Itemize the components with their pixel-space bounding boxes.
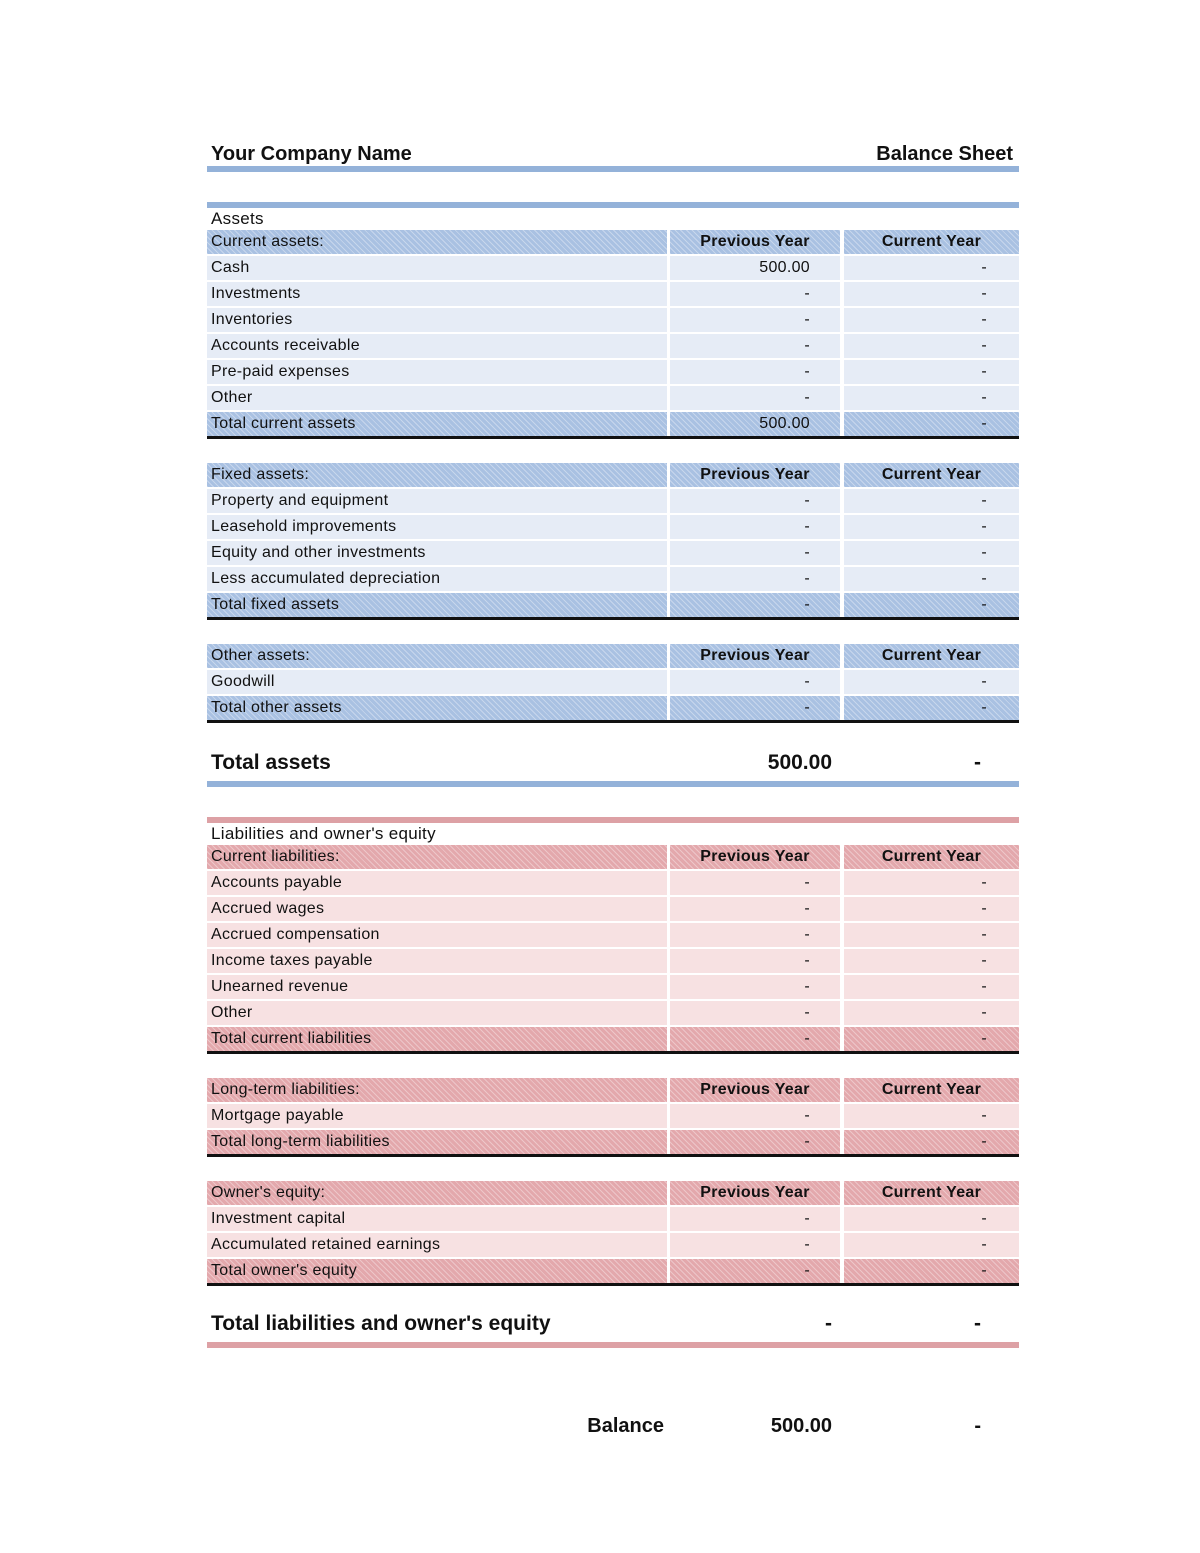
previous-year-value[interactable]: - (670, 541, 840, 565)
other-assets-group (207, 644, 1019, 723)
table-row (207, 360, 1019, 386)
total-label[interactable]: Total owner's equity (207, 1259, 667, 1283)
previous-year-value[interactable]: - (670, 308, 840, 332)
current-year-value[interactable]: - (844, 949, 1019, 973)
table-row (207, 975, 1019, 1001)
current-year-value[interactable]: - (844, 489, 1019, 513)
group-label: Current liabilities: (207, 845, 667, 869)
total-liabilities-equity-previous[interactable]: - (825, 1312, 832, 1335)
current-year-value[interactable]: - (844, 386, 1019, 410)
current-year-value[interactable]: - (844, 308, 1019, 332)
group-label: Current assets: (207, 230, 667, 254)
row-label[interactable]: Mortgage payable (207, 1104, 667, 1128)
previous-year-value[interactable]: - (670, 1104, 840, 1128)
row-label[interactable]: Other (207, 1001, 667, 1025)
assets-title: Assets (211, 209, 264, 228)
total-assets-previous[interactable]: 500.00 (767, 751, 832, 774)
current-year-total[interactable]: - (844, 412, 1019, 436)
previous-year-total[interactable]: 500.00 (670, 412, 840, 436)
previous-year-value[interactable]: - (670, 386, 840, 410)
previous-year-value[interactable]: - (670, 1233, 840, 1257)
current-year-value[interactable]: - (844, 923, 1019, 947)
current-year-total[interactable]: - (844, 1027, 1019, 1051)
row-label[interactable]: Less accumulated depreciation (207, 567, 667, 591)
table-row (207, 541, 1019, 567)
group-label: Long-term liabilities: (207, 1078, 667, 1102)
previous-year-value[interactable]: - (670, 949, 840, 973)
current-year-value[interactable]: - (844, 334, 1019, 358)
previous-year-value[interactable]: - (670, 871, 840, 895)
previous-year-header: Previous Year (670, 644, 840, 668)
current-year-total[interactable]: - (844, 593, 1019, 617)
owners-equity-group (207, 1181, 1019, 1286)
table-row (207, 1001, 1019, 1027)
table-row (207, 949, 1019, 975)
previous-year-value[interactable]: - (670, 670, 840, 694)
previous-year-header: Previous Year (670, 845, 840, 869)
balance-sheet (207, 130, 1019, 1348)
current-year-value[interactable]: - (844, 282, 1019, 306)
row-label[interactable]: Accounts payable (207, 871, 667, 895)
total-assets-current[interactable]: - (974, 751, 981, 774)
table-row (207, 256, 1019, 282)
row-label[interactable]: Cash (207, 256, 667, 280)
assets-section (207, 202, 1019, 787)
balance-current[interactable]: - (974, 1414, 981, 1437)
row-label[interactable]: Goodwill (207, 670, 667, 694)
previous-year-value[interactable]: - (670, 1207, 840, 1231)
previous-year-value[interactable]: - (670, 282, 840, 306)
row-label[interactable]: Inventories (207, 308, 667, 332)
table-row (207, 282, 1019, 308)
current-liabilities-group (207, 845, 1019, 1054)
current-year-value[interactable]: - (844, 360, 1019, 384)
previous-year-value[interactable]: - (670, 489, 840, 513)
total-liabilities-equity-current[interactable]: - (974, 1312, 981, 1335)
table-row (207, 386, 1019, 412)
company-name[interactable]: Your Company Name (211, 143, 412, 165)
table-row (207, 334, 1019, 360)
table-row (207, 515, 1019, 541)
total-row (207, 1027, 1019, 1054)
current-year-value[interactable]: - (844, 1207, 1019, 1231)
total-liabilities-equity-row (207, 1306, 1019, 1342)
current-year-header: Current Year (844, 230, 1019, 254)
current-year-value[interactable]: - (844, 1001, 1019, 1025)
fixed-assets-header (207, 463, 1019, 489)
document-header (207, 130, 1019, 166)
previous-year-value[interactable]: - (670, 360, 840, 384)
row-label[interactable]: Unearned revenue (207, 975, 667, 999)
total-label[interactable]: Total other assets (207, 696, 667, 720)
previous-year-value[interactable]: - (670, 334, 840, 358)
table-row (207, 1207, 1019, 1233)
group-label: Owner's equity: (207, 1181, 667, 1205)
row-label[interactable]: Accrued wages (207, 897, 667, 921)
liabilities-section (207, 817, 1019, 1348)
fixed-assets-group (207, 463, 1019, 620)
liabilities-title: Liabilities and owner's equity (211, 824, 436, 843)
row-label[interactable]: Pre-paid expenses (207, 360, 667, 384)
current-year-header: Current Year (844, 845, 1019, 869)
total-assets-label: Total assets (211, 751, 331, 774)
previous-year-header: Previous Year (670, 1181, 840, 1205)
current-year-value[interactable]: - (844, 670, 1019, 694)
previous-year-header: Previous Year (670, 1078, 840, 1102)
row-label[interactable]: Other (207, 386, 667, 410)
current-year-value[interactable]: - (844, 567, 1019, 591)
table-row (207, 308, 1019, 334)
table-row (207, 489, 1019, 515)
previous-year-value[interactable]: - (670, 515, 840, 539)
row-label[interactable]: Accrued compensation (207, 923, 667, 947)
current-year-total[interactable]: - (844, 696, 1019, 720)
previous-year-value[interactable]: - (670, 923, 840, 947)
previous-year-value[interactable]: - (670, 567, 840, 591)
total-label[interactable]: Total fixed assets (207, 593, 667, 617)
row-label[interactable]: Equity and other investments (207, 541, 667, 565)
table-row (207, 670, 1019, 696)
previous-year-total[interactable]: - (670, 696, 840, 720)
long-term-liabilities-header (207, 1078, 1019, 1104)
table-row (207, 1233, 1019, 1259)
balance-label: Balance (587, 1414, 664, 1437)
previous-year-header: Previous Year (670, 463, 840, 487)
table-row (207, 897, 1019, 923)
total-row (207, 412, 1019, 439)
previous-year-total[interactable]: - (670, 593, 840, 617)
table-row (207, 871, 1019, 897)
row-label[interactable]: Investment capital (207, 1207, 667, 1231)
balance-previous[interactable]: 500.00 (770, 1414, 832, 1437)
row-label[interactable]: Leasehold improvements (207, 515, 667, 539)
current-year-value[interactable]: - (844, 256, 1019, 280)
long-term-liabilities-group (207, 1078, 1019, 1157)
row-label[interactable]: Investments (207, 282, 667, 306)
current-year-total[interactable]: - (844, 1130, 1019, 1154)
previous-year-value[interactable]: - (670, 975, 840, 999)
current-year-value[interactable]: - (844, 871, 1019, 895)
current-year-value[interactable]: - (844, 897, 1019, 921)
current-year-value[interactable]: - (844, 515, 1019, 539)
previous-year-value[interactable]: 500.00 (670, 256, 840, 280)
current-year-value[interactable]: - (844, 975, 1019, 999)
previous-year-value[interactable]: - (670, 897, 840, 921)
group-label: Other assets: (207, 644, 667, 668)
row-label[interactable]: Property and equipment (207, 489, 667, 513)
previous-year-value[interactable]: - (670, 1001, 840, 1025)
row-label[interactable]: Accumulated retained earnings (207, 1233, 667, 1257)
total-liabilities-rule (207, 1342, 1019, 1348)
previous-year-total[interactable]: - (670, 1130, 840, 1154)
total-assets-row (207, 745, 1019, 781)
total-liabilities-equity-label: Total liabilities and owner's equity (211, 1312, 551, 1335)
current-liabilities-header (207, 845, 1019, 871)
current-year-value[interactable]: - (844, 1233, 1019, 1257)
document-title: Balance Sheet (876, 143, 1013, 165)
current-year-header: Current Year (844, 1181, 1019, 1205)
owners-equity-header (207, 1181, 1019, 1207)
current-year-header: Current Year (844, 644, 1019, 668)
total-row (207, 593, 1019, 620)
current-year-header: Current Year (844, 1078, 1019, 1102)
current-assets-group (207, 230, 1019, 439)
table-row (207, 1104, 1019, 1130)
current-year-value[interactable]: - (844, 1104, 1019, 1128)
current-assets-header (207, 230, 1019, 256)
current-year-total[interactable]: - (844, 1259, 1019, 1283)
total-label[interactable]: Total current liabilities (207, 1027, 667, 1051)
row-label[interactable]: Accounts receivable (207, 334, 667, 358)
group-label: Fixed assets: (207, 463, 667, 487)
table-row (207, 923, 1019, 949)
previous-year-header: Previous Year (670, 230, 840, 254)
current-year-value[interactable]: - (844, 541, 1019, 565)
total-row (207, 1259, 1019, 1286)
table-row (207, 567, 1019, 593)
total-row (207, 696, 1019, 723)
total-label[interactable]: Total long-term liabilities (207, 1130, 667, 1154)
previous-year-total[interactable]: - (670, 1027, 840, 1051)
current-year-header: Current Year (844, 463, 1019, 487)
total-row (207, 1130, 1019, 1157)
other-assets-header (207, 644, 1019, 670)
row-label[interactable]: Income taxes payable (207, 949, 667, 973)
previous-year-total[interactable]: - (670, 1259, 840, 1283)
total-label[interactable]: Total current assets (207, 412, 667, 436)
balance-row (207, 1410, 1019, 1442)
